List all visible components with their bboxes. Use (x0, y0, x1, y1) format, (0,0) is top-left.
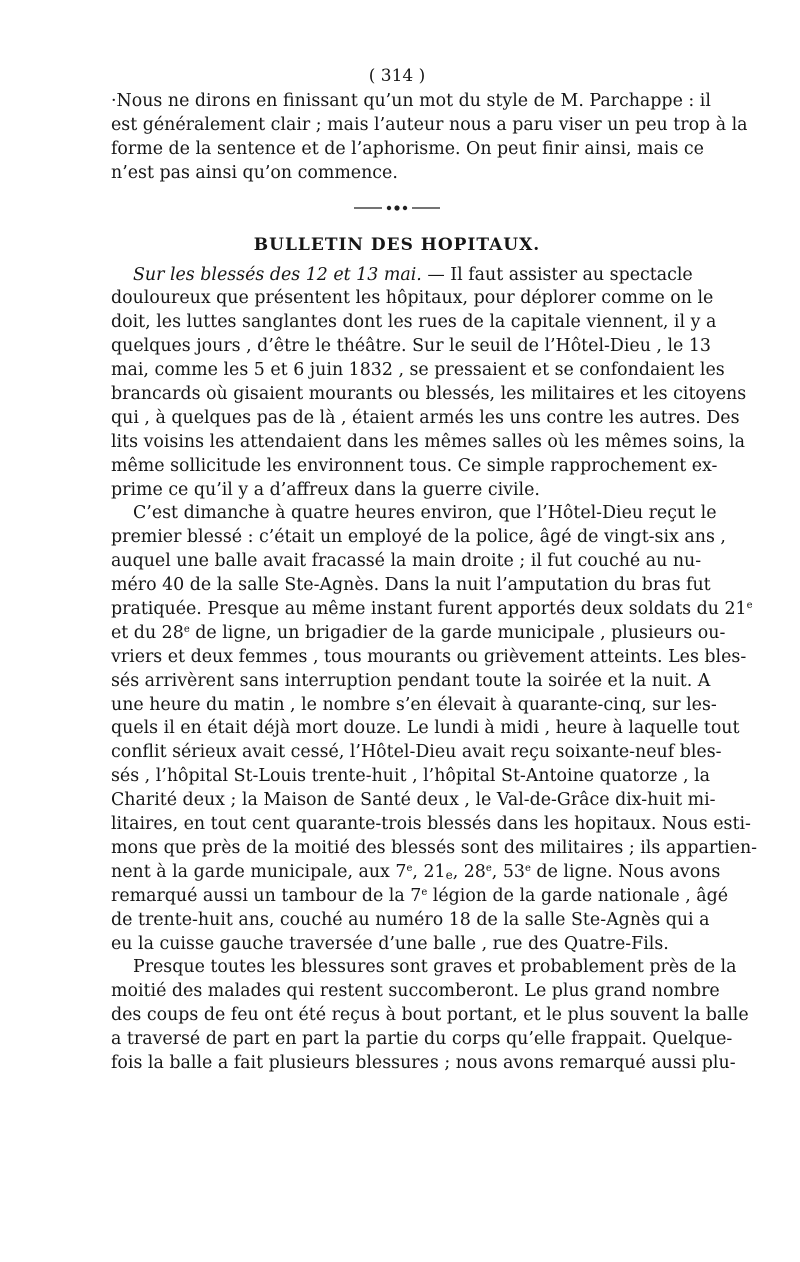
text-line: forme de la sentence et de l’aphorisme. On peut finir ainsi, mais ce (111, 138, 704, 159)
superscript: e (485, 862, 492, 874)
page-number: ( 314 ) (368, 66, 426, 86)
text-line: lits voisins les attendaient dans les mêmes salles où les mêmes soins, la (111, 431, 746, 452)
text-span: pratiquée. Presque au même instant furent apportés deux soldats du 21 (111, 599, 747, 620)
text-line: doit, les luttes sanglantes dont les rues de la capitale viennent, il y a (111, 312, 717, 333)
text-line: n’est pas ainsi qu’on commence. (111, 162, 398, 183)
text-line: mons que près de la moitié des blessés sont des militaires ; ils appartien- (111, 837, 758, 858)
text-line: sés arrivèrent sans interruption pendant toute la soirée et la nuit. A (111, 670, 711, 691)
intro-paragraph (111, 90, 748, 186)
superscript: e (746, 600, 753, 612)
text-line: a traversé de part en part la partie du corps qu’elle frappait. Quelque- (111, 1029, 733, 1050)
text-span: , 28 (452, 861, 486, 882)
text-span: nent à la garde municipale, aux 7 (111, 861, 407, 882)
text-line: des coups de feu ont été reçus à bout portant, et le plus souvent la balle (111, 1005, 749, 1026)
text-line: de trente-huit ans, couché au numéro 18 de la salle Ste-Agnès qui a (111, 909, 710, 930)
typographic-rule-ornament-icon (352, 204, 442, 212)
paragraph-lead: Sur les blessés des 12 et 13 mai. (133, 264, 422, 285)
text-line (111, 622, 726, 646)
superscript: e (421, 886, 428, 898)
text-span: , 53 (491, 861, 525, 882)
text-span: — Il faut assister au spectacle (421, 264, 693, 285)
text-span: et du 28 (111, 622, 184, 643)
text-line: C’est dimanche à quatre heures environ, que l’Hôtel-Dieu reçut le (133, 503, 717, 524)
section-heading: BULLETIN DES HOPITAUX. (253, 234, 541, 255)
text-line: litaires, en tout cent quarante-trois blessés dans les hopitaux. Nous esti- (111, 814, 751, 835)
superscript: e (183, 623, 190, 635)
text-line: sés , l’hôpital St-Louis trente-huit , l’hôpital St-Antoine quatorze , la (111, 766, 711, 787)
text-line: premier blessé : c’était un employé de la police, âgé de vingt-six ans , (111, 527, 726, 548)
text-span: de ligne, un brigadier de la garde municipale , plusieurs ou- (189, 622, 726, 643)
superscript: e (406, 862, 413, 874)
text-span: de ligne. Nous avons (530, 861, 721, 882)
text-line: ·Nous ne dirons en finissant qu’un mot du style de M. Parchappe : il (111, 91, 711, 111)
text-line: quelques jours , d’être le théâtre. Sur le seuil de l’Hôtel-Dieu , le 13 (111, 336, 711, 357)
paragraph-blessures (111, 956, 749, 1075)
text-line (111, 598, 753, 622)
paragraph-blesses (111, 264, 747, 503)
text-span: , 21 (412, 861, 446, 882)
text-line: même sollicitude les environnent tous. Ce simple rapprochement ex- (111, 455, 718, 476)
text-line: moitié des malades qui restent succomberont. Le plus grand nombre (111, 981, 720, 1002)
text-line: fois la balle a fait plusieurs blessures ; nous avons remarqué aussi plu- (111, 1052, 736, 1073)
text-line: prime ce qu’il y a d’affreux dans la guerre civile. (111, 479, 540, 500)
text-line: mai, comme les 5 et 6 juin 1832 , se pressaient et se confondaient les (111, 360, 725, 381)
text-line: méro 40 de la salle Ste-Agnès. Dans la nuit l’amputation du bras fut (111, 575, 711, 596)
superscript: e (524, 862, 531, 874)
text-line (111, 264, 693, 288)
text-line: est généralement clair ; mais l’auteur nous a paru viser un peu trop à la (111, 114, 748, 135)
text-line: Presque toutes les blessures sont graves et probablement près de la (133, 957, 737, 978)
text-line (111, 861, 721, 885)
text-line: conflit sérieux avait cessé, l’Hôtel-Dieu avait reçu soixante-neuf bles- (111, 742, 722, 763)
text-line: une heure du matin , le nombre s’en élevait à quarante-cinq, sur les- (111, 694, 717, 715)
text-span: remarqué aussi un tambour de la 7 (111, 885, 422, 906)
ornament-divider (111, 186, 683, 230)
text-line (111, 885, 729, 909)
text-line: douloureux que présentent les hôpitaux, pour déplorer comme on le (111, 288, 714, 309)
text-line: quels il en était déjà mort douze. Le lundi à midi , heure à laquelle tout (111, 718, 740, 739)
text-line: auquel une balle avait fracassé la main droite ; il fut couché au nu- (111, 551, 702, 572)
paragraph-hotel-dieu (111, 502, 758, 956)
text-line: Charité deux ; la Maison de Santé deux , le Val-de-Grâce dix-huit mi- (111, 790, 716, 811)
text-span: légion de la garde nationale , âgé (427, 885, 729, 906)
text-line: qui , à quelques pas de là , étaient armés les uns contre les autres. Des (111, 407, 740, 428)
text-line: vriers et deux femmes , tous mourants ou grièvement atteints. Les bles- (111, 646, 747, 667)
subscript: e (445, 867, 453, 882)
text-line: eu la cuisse gauche traversée d’une balle , rue des Quatre-Fils. (111, 933, 669, 954)
text-line: brancards où gisaient mourants ou blessés, les militaires et les citoyens (111, 384, 747, 405)
book-page (111, 62, 758, 1076)
